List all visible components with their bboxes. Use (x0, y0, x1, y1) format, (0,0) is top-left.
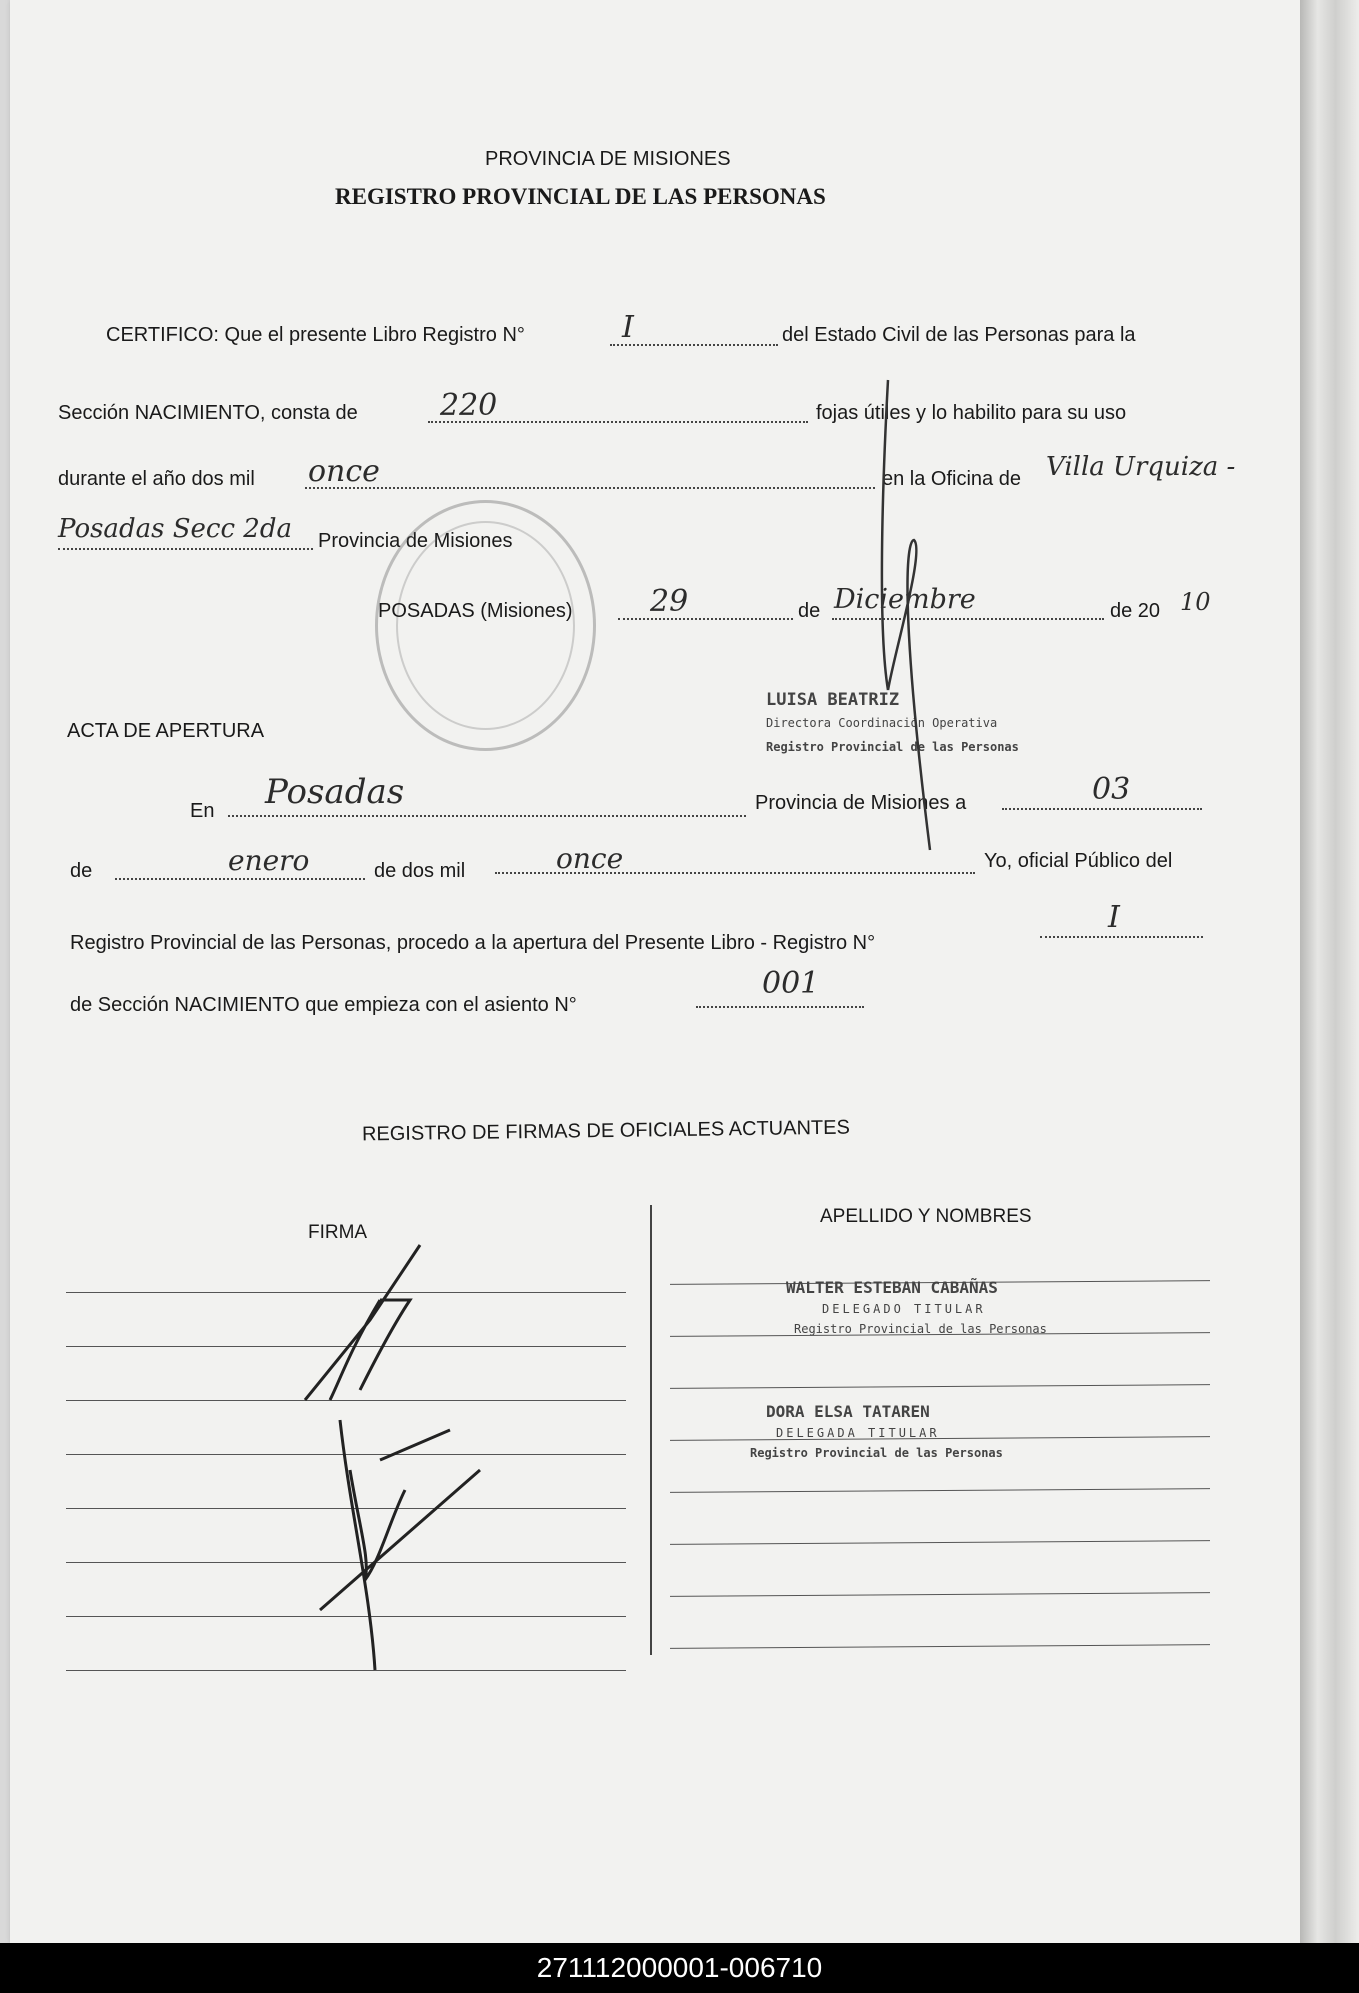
apertura-place-line (228, 815, 746, 817)
province-heading: PROVINCIA DE MISIONES (485, 148, 731, 170)
director-signature (870, 370, 950, 870)
apertura-province-label: Provincia de Misiones a (755, 792, 967, 814)
nombres-line (670, 1540, 1210, 1545)
signatures-title: REGISTRO DE FIRMAS DE OFICIALES ACTUANTES (361, 1116, 850, 1146)
cert-year-word: once (308, 454, 380, 489)
cert-day: 29 (650, 584, 689, 619)
column-divider (650, 1205, 652, 1655)
cert-line4-suffix: Provincia de Misiones (318, 530, 513, 552)
cert-year-line (305, 487, 875, 489)
stamp2-name: DORA ELSA TATAREN (766, 1402, 930, 1421)
book-edge (1300, 0, 1359, 1943)
apertura-year-word: once (556, 842, 624, 875)
stamp1-org: Registro Provincial de las Personas (794, 1322, 1047, 1336)
director-stamp-title: Directora Coordinación Operativa (766, 716, 998, 730)
apertura-en-label: En (190, 800, 215, 822)
cert-line2-suffix: fojas útiles y lo habilito para su uso (816, 402, 1127, 424)
nombres-line (670, 1592, 1210, 1597)
nombres-line (670, 1488, 1210, 1493)
cert-line1-suffix: del Estado Civil de las Personas para la (782, 324, 1136, 346)
apertura-de-label: de (70, 860, 93, 882)
nombres-line (670, 1384, 1210, 1389)
apertura-entry-number: 001 (762, 966, 820, 1001)
cert-book-number-line (610, 344, 778, 346)
apertura-day-line (1002, 808, 1202, 810)
apertura-line4: de Sección NACIMIENTO que empieza con el asiento N° (70, 994, 577, 1016)
document-code-bar (0, 1943, 1359, 1993)
director-stamp-org: Registro Provincial de las Personas (766, 740, 1019, 754)
apertura-month-line (115, 878, 365, 880)
apertura-book-line (1040, 936, 1203, 938)
registry-heading: REGISTRO PROVINCIAL DE LAS PERSONAS (335, 184, 826, 209)
cert-place-label: POSADAS (Misiones) (378, 600, 573, 622)
col-firma-label: FIRMA (308, 1222, 368, 1243)
stamp1-title: DELEGADO TITULAR (822, 1302, 986, 1316)
nombres-line (670, 1436, 1210, 1441)
apertura-book-number: I (1108, 900, 1120, 935)
cert-line2-prefix: Sección NACIMIENTO, consta de (58, 402, 358, 424)
signature-1 (290, 1240, 450, 1420)
document-page (10, 0, 1300, 1943)
cert-month: Diciembre (834, 584, 976, 615)
official-seal (375, 500, 596, 751)
cert-line3-mid: en la Oficina de (882, 468, 1021, 490)
cert-year-prefix: de 20 (1110, 600, 1161, 622)
col-nombres-label: APELLIDO Y NOMBRES (820, 1206, 1032, 1227)
cert-office-part1: Villa Urquiza - (1046, 452, 1236, 482)
cert-pages-count: 220 (440, 388, 498, 423)
stamp2-title: DELEGADA TITULAR (776, 1426, 940, 1440)
apertura-entry-line (696, 1006, 864, 1008)
director-stamp-name: LUISA BEATRIZ (766, 690, 900, 710)
apertura-line3: Registro Provincial de las Personas, procedo a la apertura del Presente Libro - Registro N° (70, 932, 876, 954)
cert-book-number: I (622, 310, 634, 345)
cert-line3-prefix: durante el año dos mil (58, 468, 255, 490)
nombres-line (670, 1644, 1210, 1649)
apertura-year-label: de dos mil (374, 860, 466, 882)
apertura-month: enero (228, 844, 310, 877)
signature-2 (310, 1410, 490, 1680)
apertura-title: ACTA DE APERTURA (67, 720, 265, 742)
stamp2-org: Registro Provincial de las Personas (750, 1446, 1003, 1460)
apertura-place: Posadas (265, 772, 405, 812)
cert-year-digits: 10 (1180, 588, 1211, 616)
cert-de-label: de (798, 600, 821, 622)
cert-office-part2: Posadas Secc 2da (58, 514, 292, 544)
cert-line1-prefix: CERTIFICO: Que el presente Libro Registro N° (106, 324, 525, 346)
document-code: 271112000001-006710 (536, 1952, 823, 1983)
stamp1-name: WALTER ESTEBAN CABAÑAS (786, 1278, 998, 1297)
apertura-official-label: Yo, oficial Público del (984, 850, 1173, 872)
cert-day-line (618, 618, 793, 620)
apertura-day: 03 (1092, 772, 1131, 807)
cert-office-line (58, 548, 313, 550)
